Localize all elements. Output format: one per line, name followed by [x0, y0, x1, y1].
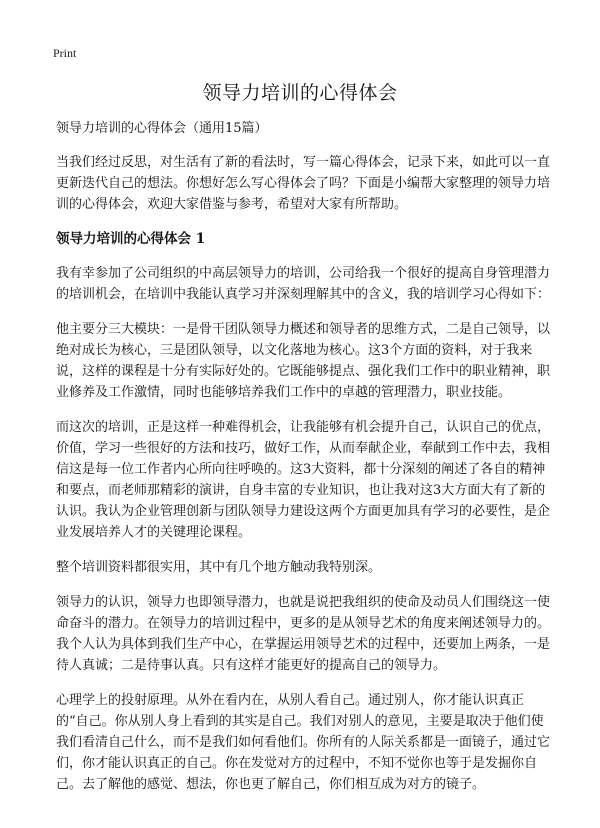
body-paragraph: 而这次的培训，正是这样一种难得机会，让我能够有机会提升自己，认识自己的优点，价值，学习一些很好的方法和技巧，做好工作，从而奉献企业，奉献到工作中去，我相信这是每一位工作者内心所向往呼唤的。这3大资料，都十分深刻的阐述了各自的精神和要点，而老师那精彩的演讲，自身丰富的专业知识，也让我对这3大方面大有了新的认识。我认为企业管理创新与团队领导力建设这两个方面更加具有学习的必要性，是企业发展培养人才的关键理论课程。	[56, 420, 551, 540]
article-body	[56, 118, 556, 809]
body-paragraph: 心理学上的投射原理。从外在看内在，从别人看自己。通过别人，你才能认识真正的“自己。你从别人身上看到的其实是自己。我们对别人的意见，主要是取决于他们使我们看清自己什么，而不是我们如何看他们。你所有的人际关系都是一面镜子，通过它们，你才能认识真正的自己。你在发觉对方的过程中，不知不觉你也等于是发掘你自己。去了解他的感觉、想法，你也更了解自己，你们相互成为对方的镜子。	[56, 693, 551, 792]
body-paragraph: 整个培训资料都很实用，其中有几个地方触动我特别深。	[56, 560, 382, 575]
intro-paragraph: 当我们经过反思，对生活有了新的看法时，写一篇心得体会，记录下来，如此可以一直更新迭代自己的想法。你想好怎么写心得体会了吗？下面是小编帮大家整理的领导力培训的心得体会，欢迎大家借鉴与参考，希望对大家有所帮助。	[56, 155, 551, 212]
article-subtitle: 领导力培训的心得体会（通用15篇）	[56, 121, 268, 136]
body-paragraph: 他主要分三大模块：一是骨干团队领导力概述和领导者的思维方式，二是自己领导，以绝对成长为核心，三是团队领导，以文化落地为核心。这3个方面的资料，对于我来说，这样的课程是十分有实际好处的。它既能够提点、强化我们工作中的职业精神，职业修养及工作激情，同时也能够培养我们工作中的卓越的管理潜力，职业技能。	[56, 322, 551, 400]
body-paragraph: 领导力的认识，领导力也即领导潜力，也就是说把我组织的使命及动员人们围绕这一使命奋斗的潜力。在领导力的培训过程中，更多的是从领导艺术的角度来阐述领导力的。我个人认为具体到我们生产中心，在掌握运用领导艺术的过程中，还要加上两条，一是待人真诚；二是待事认真。只有这样才能更好的提高自己的领导力。	[56, 595, 551, 673]
section-heading: 领导力培训的心得体会 1	[56, 231, 206, 247]
body-paragraph: 我有幸参加了公司组织的中高层领导力的培训，公司给我一个很好的提高自身管理潜力的培训机会，在培训中我能认真学习并深刻理解其中的含义，我的培训学习心得如下：	[56, 266, 551, 302]
print-link[interactable]: Print	[53, 46, 77, 60]
page-title: 领导力培训的心得体会	[202, 82, 398, 104]
